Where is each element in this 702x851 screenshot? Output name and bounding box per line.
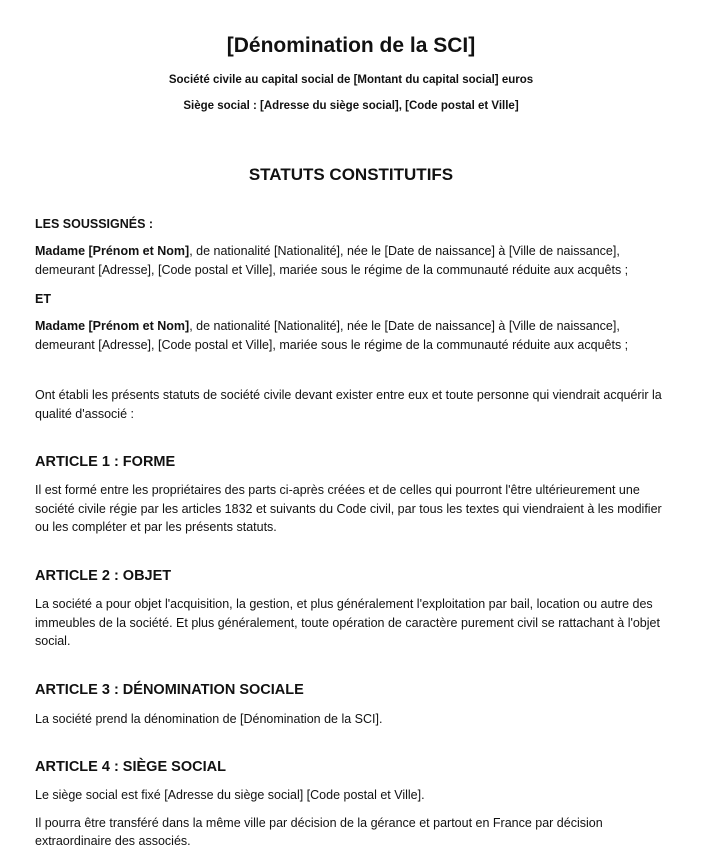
siege-line: Siège social : [Adresse du siège social], [Code postal et Ville] [183, 100, 519, 112]
intro-paragraph [35, 386, 671, 423]
article-2-heading: ARTICLE 2 : OBJET [35, 568, 172, 584]
intro-line-1: Ont établi les présents statuts de société civile devant exister entre eux et toute personne qui viendrait acquérir la [35, 388, 662, 402]
article-4-heading: ARTICLE 4 : SIÈGE SOCIAL [35, 759, 226, 775]
party-2-line-1 [35, 317, 671, 336]
party-1-name: Madame [Prénom et Nom] [35, 244, 190, 258]
party-1-paragraph [35, 242, 671, 279]
article-3-body [35, 710, 671, 729]
company-title: [Dénomination de la SCI] [226, 34, 476, 57]
soussignes-heading: LES SOUSSIGNÉS : [35, 217, 154, 231]
party-2-paragraph [35, 317, 671, 354]
article-1-body [35, 481, 671, 537]
article-4-line: Le siège social est fixé [Adresse du siège social] [Code postal et Ville]. [35, 788, 425, 802]
statuts-title: STATUTS CONSTITUTIFS [248, 165, 454, 184]
party-1-line-1 [35, 242, 671, 261]
intro-line-2: qualité d'associé : [35, 406, 134, 421]
article-2-body [35, 595, 671, 651]
article-4-body [35, 786, 671, 851]
party-2-line-2: demeurant [Adresse], [Code postal et Ville], mariée sous le régime de la communauté réduite aux acquêts ; [35, 337, 629, 352]
party-1-line-2: demeurant [Adresse], [Code postal et Ville], mariée sous le régime de la communauté réduite aux acquêts ; [35, 262, 629, 277]
article-2-line: immeubles de la société. Et plus généralement, toute opération de caractère purement civil se rattachant à l'objet [35, 615, 660, 630]
party-2-details: , de nationalité [Nationalité], née le [Date de naissance] à [Ville de naissance], [189, 319, 620, 333]
article-1-line: Il est formé entre les propriétaires des parts ci-après créées et de celles qui pourront l'être ultérieurement une [35, 483, 640, 497]
article-3-heading: ARTICLE 3 : DÉNOMINATION SOCIALE [35, 682, 304, 698]
capital-line: Société civile au capital social de [Montant du capital social] euros [168, 74, 534, 86]
party-1-details: , de nationalité [Nationalité], née le [Date de naissance] à [Ville de naissance], [189, 244, 620, 258]
article-1-line: société civile régie par les articles 1832 et suivants du Code civil, par tous les textes qui viendraient à les modifier [35, 501, 662, 516]
party-2-name: Madame [Prénom et Nom] [35, 319, 190, 333]
article-4-line: extraordinaire des associés. [35, 834, 191, 849]
article-1-line: ou les compléter et par les présents statuts. [35, 520, 277, 535]
article-4-line: Il pourra être transféré dans la même ville par décision de la gérance et partout en France par décision [35, 815, 603, 830]
article-2-line: La société a pour objet l'acquisition, la gestion, et plus généralement l'exploitation par bail, location ou autre des [35, 597, 653, 611]
et-separator: ET [35, 292, 51, 306]
article-3-line: La société prend la dénomination de [Dénomination de la SCI]. [35, 712, 383, 726]
article-1-heading: ARTICLE 1 : FORME [35, 454, 176, 470]
article-2-line: social. [35, 634, 71, 649]
